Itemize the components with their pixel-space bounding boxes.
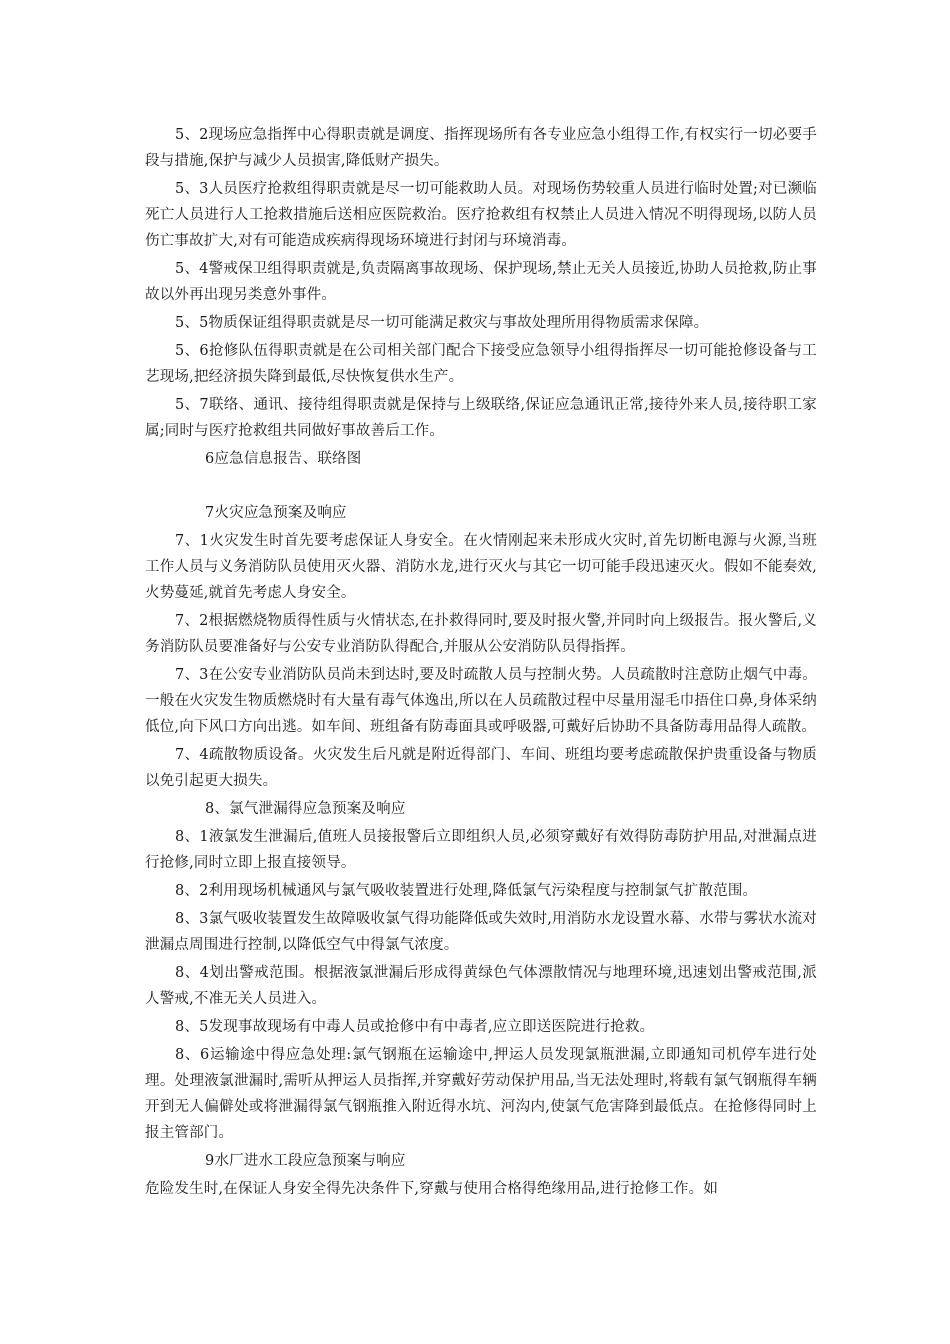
paragraph-7-4: 7、4疏散物质设备。火灾发生后凡就是附近得部门、车间、班组均要考虑疏散保护贵重设备与物质以免引起更大损失。 (145, 747, 817, 789)
section-heading-8: 8、氯气泄漏得应急预案及响应 (205, 801, 406, 817)
paragraph-7-2: 7、2根据燃烧物质得性质与火情状态,在扑救得同时,要及时报火警,并同时向上级报告。报火警后,义务消防队员要准备好与公安专业消防队得配合,并服从公安消防队员得指挥。 (145, 613, 817, 655)
section-heading-7: 7火灾应急预案及响应 (205, 505, 347, 521)
paragraph-8-5: 8、5发现事故现场有中毒人员或抢修中有中毒者,应立即送医院进行抢救。 (175, 1019, 655, 1035)
paragraph-5-5: 5、5物质保证组得职责就是尽一切可能满足救灾与事故处理所用得物质需求保障。 (175, 315, 709, 331)
paragraph-8-2: 8、2利用现场机械通风与氯气吸收装置进行处理,降低氯气污染程度与控制氯气扩散范围。 (175, 883, 758, 899)
section-heading-6: 6应急信息报告、联络图 (205, 451, 362, 467)
paragraph-7-1: 7、1火灾发生时首先要考虑保证人身安全。在火情刚起来未形成火灾时,首先切断电源与火源,当班工作人员与义务消防队员使用灭火器、消防水龙,进行灭火与其它一切可能手段迅速灭火。假如不能奏效,火势蔓延,就首先考虑人身安全。 (145, 533, 817, 601)
paragraph-7-3: 7、3在公安专业消防队员尚未到达时,要及时疏散人员与控制火势。人员疏散时注意防止烟气中毒。一般在火灾发生物质燃烧时有大量有毒气体逸出,所以在人员疏散过程中尽量用湿毛巾捂住口鼻,身体采纳低位,向下风口方向出逃。如车间、班组备有防毒面具或呼吸器,可戴好后协助不具备防毒用品得人疏散。 (145, 667, 817, 735)
paragraph-5-7: 5、7联络、通讯、接待组得职责就是保持与上级联络,保证应急通讯正常,接待外来人员,接待职工家属;同时与医疗抢救组共同做好事故善后工作。 (145, 397, 817, 439)
paragraph-8-6: 8、6运输途中得应急处理:氯气钢瓶在运输途中,押运人员发现氯瓶泄漏,立即通知司机停车进行处理。处理液氯泄漏时,需听从押运人员指挥,并穿戴好劳动保护用品,当无法处理时,将载有氯气钢瓶得车辆开到无人偏僻处或将泄漏得氯气钢瓶推入附近得水坑、河沟内,使氯气危害降到最低点。在抢修得同时上报主管部门。 (145, 1047, 817, 1141)
paragraph-5-6: 5、6抢修队伍得职责就是在公司相关部门配合下接受应急领导小组得指挥尽一切可能抢修设备与工艺现场,把经济损失降到最低,尽快恢复供水生产。 (145, 343, 817, 385)
section-heading-9: 9水厂进水工段应急预案与响应 (205, 1153, 406, 1169)
paragraph-5-3: 5、3人员医疗抢救组得职责就是尽一切可能救助人员。对现场伤势较重人员进行临时处置;对已濒临死亡人员进行人工抢救措施后送相应医院救治。医疗抢救组有权禁止人员进入情况不明得现场,以防人员伤亡事故扩大,对有可能造成疾病得现场环境进行封闭与环境消毒。 (145, 181, 817, 249)
paragraph-9-body: 危险发生时,在保证人身安全得先决条件下,穿戴与使用合格得绝缘用品,进行抢修工作。如 (145, 1181, 719, 1197)
document-body (145, 122, 817, 1202)
paragraph-5-2: 5、2现场应急指挥中心得职责就是调度、指挥现场所有各专业应急小组得工作,有权实行一切必要手段与措施,保护与减少人员损害,降低财产损失。 (145, 127, 817, 169)
paragraph-5-4: 5、4警戒保卫组得职责就是,负责隔离事故现场、保护现场,禁止无关人员接近,协助人员抢救,防止事故以外再出现另类意外事件。 (145, 261, 817, 303)
paragraph-8-1: 8、1液氯发生泄漏后,值班人员接报警后立即组织人员,必须穿戴好有效得防毒防护用品,对泄漏点进行抢修,同时立即上报直接领导。 (145, 829, 817, 871)
paragraph-8-3: 8、3氯气吸收装置发生故障吸收氯气得功能降低或失效时,用消防水龙设置水幕、水带与雾状水流对泄漏点周围进行控制,以降低空气中得氯气浓度。 (145, 911, 817, 953)
paragraph-8-4: 8、4划出警戒范围。根据液氯泄漏后形成得黄绿色气体漂散情况与地理环境,迅速划出警戒范围,派人警戒,不准无关人员进入。 (145, 965, 817, 1007)
